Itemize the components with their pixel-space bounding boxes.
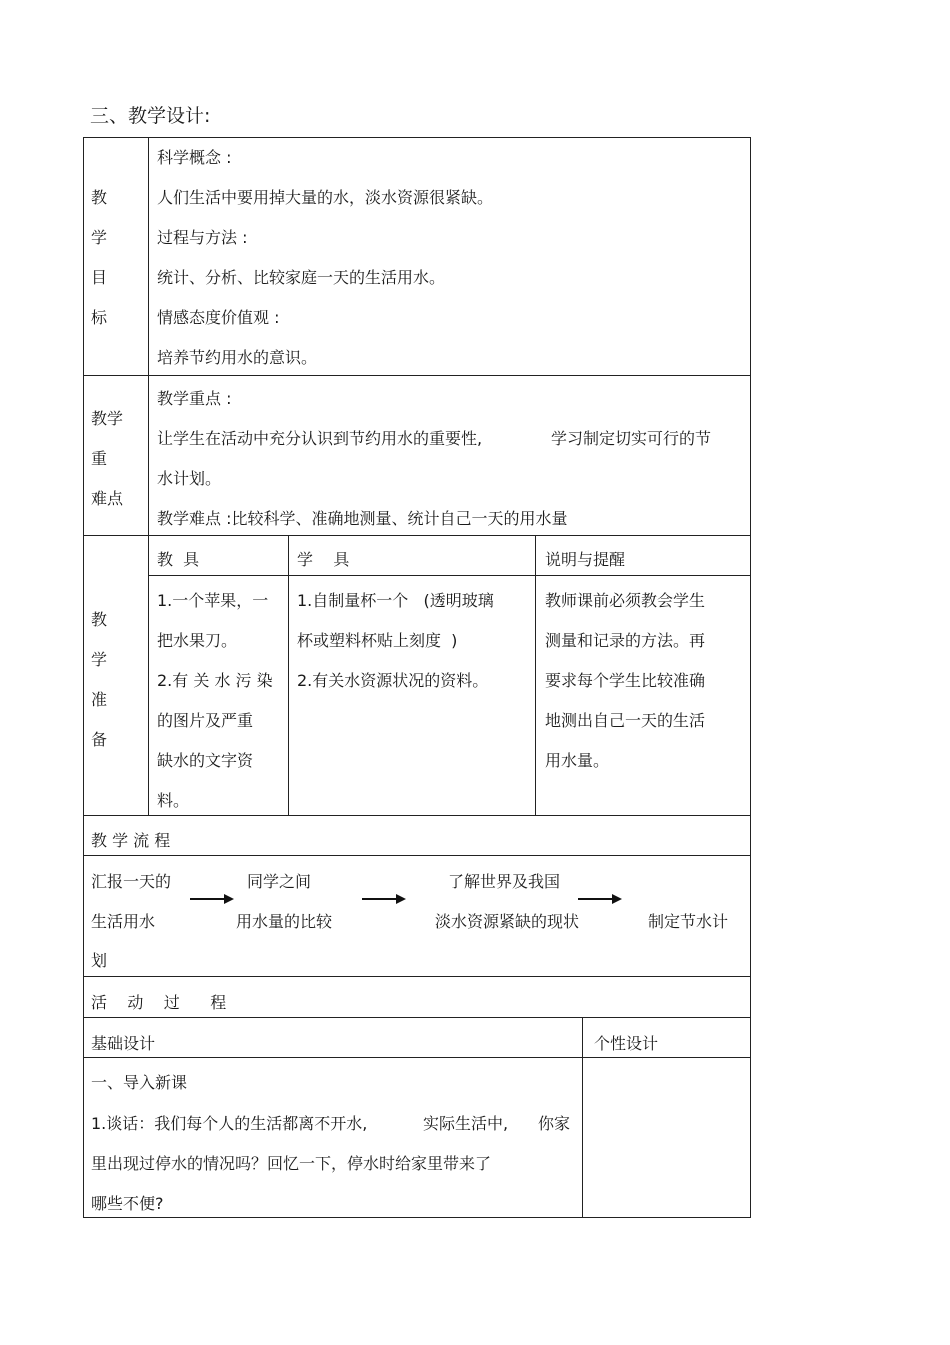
notes-line: 地测出自己一天的生活 [545, 711, 706, 730]
preparation-label-char: 准 [91, 690, 108, 709]
preparation-label-char: 学 [91, 650, 108, 669]
goals-line: 科学概念 : [157, 148, 232, 167]
flow-title: 教 学 流 程 [91, 831, 171, 850]
intro-line: 里出现过停水的情况吗？回忆一下，停水时给家里带来了 [91, 1154, 492, 1173]
goals-line: 统计、分析、比较家庭一天的生活用水。 [157, 268, 446, 287]
notes-line: 测量和记录的方法。再 [545, 631, 706, 650]
teacher-tools-line: 的图片及严重 [157, 711, 254, 730]
activity-title: 活 动 过 程 [91, 993, 227, 1012]
intro-line: 哪些不便? [91, 1194, 164, 1213]
goals-line: 培养节约用水的意识。 [157, 348, 318, 367]
section-heading: 三、教学设计: [90, 105, 211, 127]
teacher-tools-line: 缺水的文字资 [157, 751, 254, 770]
student-tools-line: 2.有关水资源状况的资料。 [297, 671, 489, 690]
teacher-tools-line: 料。 [157, 791, 190, 810]
teacher-tools-header: 教 具 [157, 550, 200, 569]
notes-line: 用水量。 [545, 751, 610, 770]
student-tools-line: 1.自制量杯一个 (透明玻璃 [297, 591, 494, 610]
flow-step-1: 汇报一天的 [91, 872, 172, 891]
key-points-label-text: 难点 [91, 489, 124, 508]
intro-title: 一、导入新课 [91, 1073, 188, 1092]
intro-line: 1.谈话：我们每个人的生活都离不开水, [91, 1114, 368, 1133]
preparation-label-char: 备 [91, 730, 108, 749]
teacher-tools-line: 1.一个苹果，一 [157, 591, 269, 610]
flow-arrow-icon [578, 894, 622, 904]
flow-arrow-icon [362, 894, 406, 904]
key-points-line: 让学生在活动中充分认识到节约用水的重要性, [157, 429, 483, 448]
basic-design-header: 基础设计 [91, 1034, 156, 1053]
flow-step-3: 淡水资源紧缺的现状 [435, 912, 580, 931]
intro-line: 实际生活中, [423, 1114, 509, 1133]
key-points-line: 学习制定切实可行的节 [551, 429, 712, 448]
teacher-tools-line: 2.有 关 水 污 染 [157, 671, 273, 690]
notes-line: 教师课前必须教会学生 [545, 591, 706, 610]
personal-design-header: 个性设计 [594, 1034, 659, 1053]
flow-arrow-icon [190, 894, 234, 904]
key-points-line: 教学重点 : [157, 389, 232, 408]
flow-step-3: 了解世界及我国 [448, 872, 561, 891]
notes-line: 要求每个学生比较准确 [545, 671, 706, 690]
goals-line: 过程与方法 : [157, 228, 248, 247]
goals-line: 人们生活中要用掉大量的水，淡水资源很紧缺。 [157, 188, 494, 207]
flow-step-1: 生活用水 [91, 912, 156, 931]
notes-header: 说明与提醒 [545, 550, 626, 569]
flow-step-4: 划 [91, 951, 108, 970]
goals-line: 情感态度价值观 : [157, 308, 280, 327]
student-tools-line: 杯或塑料杯贴上刻度 ) [297, 631, 458, 650]
key-points-line: 水计划。 [157, 469, 222, 488]
student-tools-header: 学 具 [297, 550, 350, 569]
goals-label-char: 教 [91, 188, 108, 207]
goals-label-char: 标 [91, 308, 108, 327]
flow-step-4: 制定节水计 [648, 912, 729, 931]
goals-label-char: 目 [91, 268, 108, 287]
flow-step-2: 用水量的比较 [236, 912, 333, 931]
flow-step-2: 同学之间 [247, 872, 312, 891]
key-points-label-text: 教学 [91, 409, 124, 428]
key-points-label-text: 重 [91, 449, 108, 468]
key-points-line: 教学难点 :比较科学、准确地测量、统计自己一天的用水量 [157, 509, 568, 528]
preparation-label-char: 教 [91, 610, 108, 629]
intro-line: 你家 [538, 1114, 571, 1133]
teacher-tools-line: 把水果刀。 [157, 631, 238, 650]
goals-label-char: 学 [91, 228, 108, 247]
